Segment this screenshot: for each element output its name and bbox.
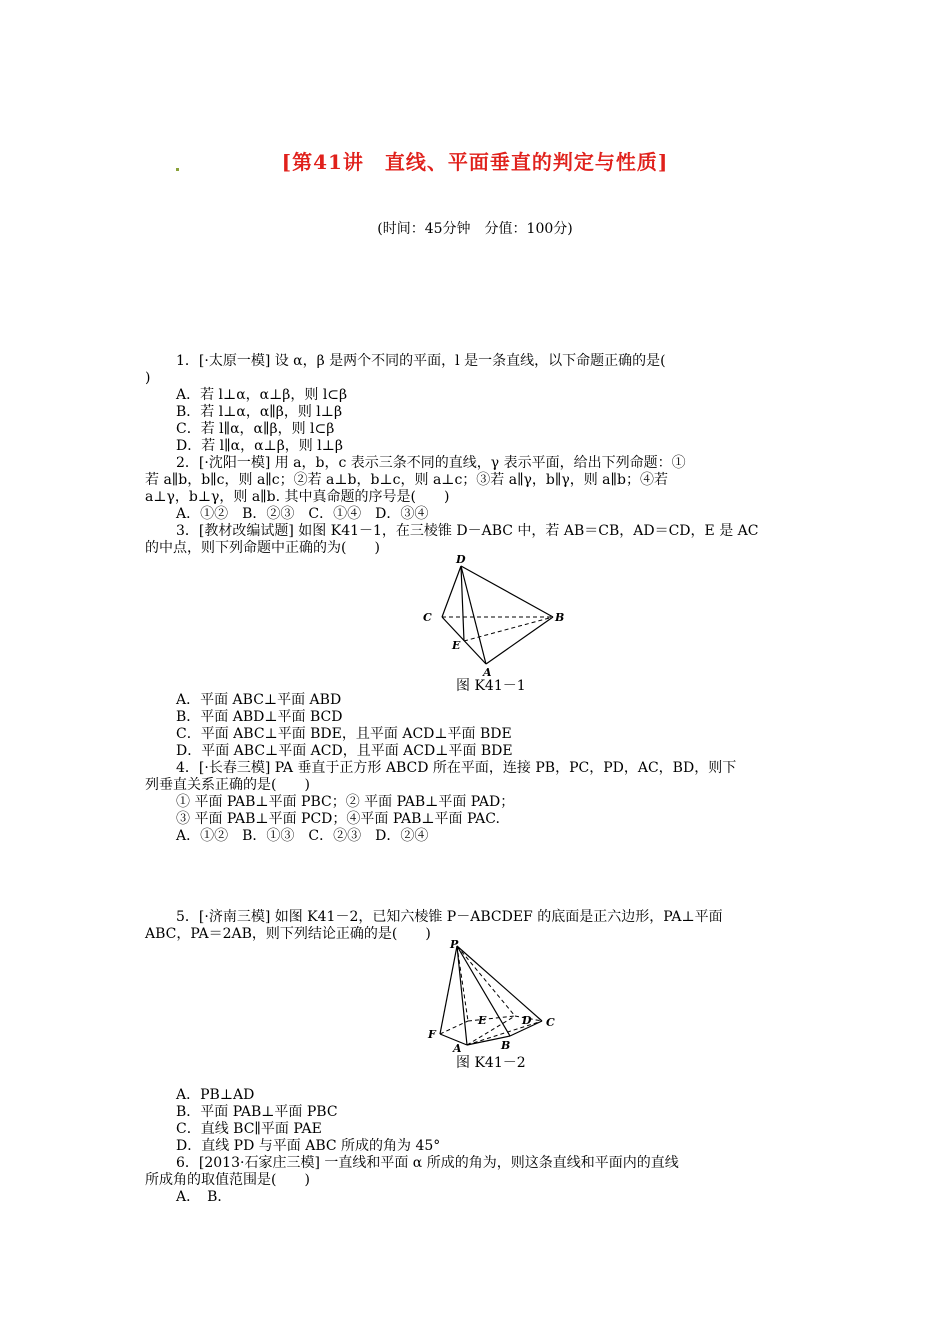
figure-k41-2-caption: 图 K41－2 (456, 1055, 526, 1071)
question-5-line-2: ABC，PA＝2AB，则下列结论正确的是( ) (145, 926, 431, 942)
question-1-line-2: ) (145, 370, 151, 386)
q3-option-c: C．平面 ABC⊥平面 BDE，且平面 ACD⊥平面 BDE (176, 726, 512, 742)
question-2-line-1: 2．[·沈阳一模] 用 a，b，c 表示三条不同的直线，γ 表示平面，给出下列命题：① (176, 455, 686, 471)
figure-k41-1-caption: 图 K41－1 (456, 678, 526, 694)
q6-options: A． B． (176, 1189, 232, 1205)
fig1-label-d: D (456, 553, 466, 566)
fig2-label-c: C (546, 1016, 555, 1029)
question-2-line-2: 若 a∥b，b∥c，则 a∥c；②若 a⊥b，b⊥c，则 a⊥c；③若 a∥γ，b∥γ，则 a∥b；④若 (145, 472, 668, 488)
question-1-line-1: 1．[·太原一模] 设 α，β 是两个不同的平面，l 是一条直线，以下命题正确的是( (176, 353, 666, 369)
stray-mark (176, 168, 179, 171)
question-3-line-1: 3．[教材改编试题] 如图 K41－1，在三棱锥 D－ABC 中，若 AB＝CB，AD＝CD，E 是 AC (176, 523, 759, 539)
page-title: [第41讲 直线、平面垂直的判定与性质] (281, 150, 669, 174)
question-5-line-1: 5．[·济南三模] 如图 K41－2，已知六棱锥 P－ABCDEF 的底面是正六边形，PA⊥平面 (176, 909, 723, 925)
fig1-label-c: C (423, 611, 432, 624)
fig1-label-a: A (483, 666, 492, 677)
question-2-line-3: a⊥γ，b⊥γ，则 a∥b. 其中真命题的序号是( ) (145, 489, 450, 505)
fig2-label-b: B (501, 1039, 511, 1052)
q2-options: A．①② B．②③ C．①④ D．③④ (176, 506, 429, 522)
fig2-label-a: A (453, 1042, 462, 1053)
page-subtitle: (时间：45分钟 分值：100分) (377, 221, 573, 237)
fig1-label-b: B (555, 611, 565, 624)
q5-option-a: A．PB⊥AD (176, 1087, 255, 1103)
q3-option-b: B．平面 ABD⊥平面 BCD (176, 709, 343, 725)
fig1-label-e: E (452, 639, 461, 652)
question-3-line-2: 的中点，则下列命题中正确的为( ) (145, 540, 380, 556)
q1-option-a: A．若 l⊥α，α⊥β，则 l⊂β (176, 387, 348, 403)
question-6-line-2: 所成角的取值范围是( ) (145, 1172, 310, 1188)
q1-option-c: C．若 l∥α，α∥β，则 l⊂β (176, 421, 335, 437)
q5-option-d: D．直线 PD 与平面 ABC 所成的角为 45° (176, 1138, 441, 1154)
question-4-line-1: 4．[·长春三模] PA 垂直于正方形 ABCD 所在平面，连接 PB，PC，PD，AC，BD，则下 (176, 760, 737, 776)
figure-k41-2 (420, 938, 570, 1053)
fig2-label-f: F (428, 1028, 436, 1041)
fig2-label-e: E (478, 1014, 487, 1027)
q4-statement-1: ① 平面 PAB⊥平面 PBC；② 平面 PAB⊥平面 PAD； (176, 794, 515, 810)
fig2-label-p: P (450, 938, 459, 951)
q4-options: A．①② B．①③ C．②③ D．②④ (176, 828, 429, 844)
figure-k41-1 (415, 552, 575, 677)
q1-option-b: B．若 l⊥α，α∥β，则 l⊥β (176, 404, 343, 420)
q1-option-d: D．若 l∥α，α⊥β，则 l⊥β (176, 438, 343, 454)
q4-statement-2: ③ 平面 PAB⊥平面 PCD；④平面 PAB⊥平面 PAC. (176, 811, 500, 827)
q3-option-d: D．平面 ABC⊥平面 ACD，且平面 ACD⊥平面 BDE (176, 743, 513, 759)
question-6-line-1: 6．[2013·石家庄三模] 一直线和平面 α 所成的角为，则这条直线和平面内的直线 (176, 1155, 679, 1171)
q3-option-a: A．平面 ABC⊥平面 ABD (176, 692, 342, 708)
q5-option-c: C．直线 BC∥平面 PAE (176, 1121, 322, 1137)
question-4-line-2: 列垂直关系正确的是( ) (145, 777, 310, 793)
q5-option-b: B．平面 PAB⊥平面 PBC (176, 1104, 338, 1120)
fig2-label-d: D (522, 1014, 532, 1027)
